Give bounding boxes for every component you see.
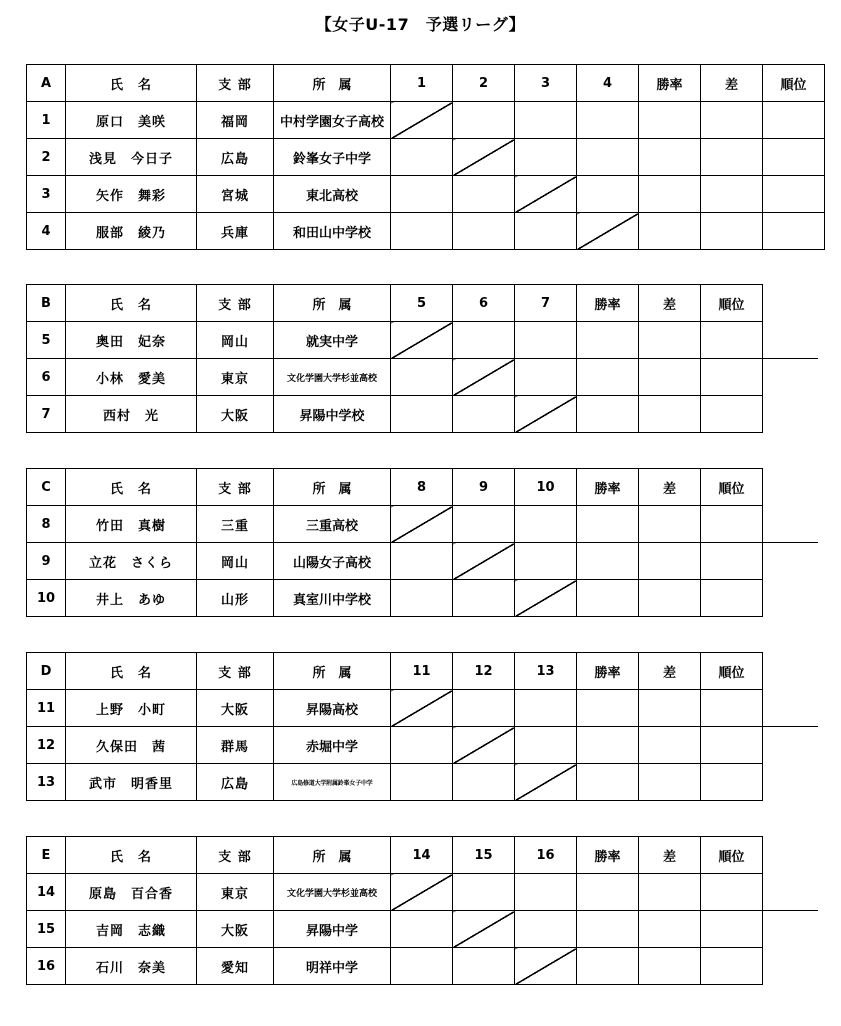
player-name: 上野 小町 xyxy=(66,690,197,727)
player-affiliation: 中村学園女子高校 xyxy=(274,102,391,139)
player-number: 13 xyxy=(27,764,66,801)
player-number: 11 xyxy=(27,690,66,727)
rank-cell[interactable] xyxy=(701,322,763,359)
player-branch: 東京 xyxy=(197,359,274,396)
branch-header: 支 部 xyxy=(197,837,274,874)
league-table-a xyxy=(26,64,825,250)
match-result-cell[interactable] xyxy=(391,176,453,213)
name-header: 氏 名 xyxy=(66,469,197,506)
name-header: 氏 名 xyxy=(66,653,197,690)
match-result-cell[interactable] xyxy=(453,580,515,617)
win-rate-cell[interactable] xyxy=(577,948,639,985)
match-result-cell[interactable] xyxy=(391,948,453,985)
table-edge-line xyxy=(755,726,818,727)
player-affiliation: 広島修道大学附属鈴峯女子中学 xyxy=(274,764,391,801)
diff-cell[interactable] xyxy=(639,396,701,433)
match-result-cell[interactable] xyxy=(453,948,515,985)
diff-cell[interactable] xyxy=(639,948,701,985)
match-result-cell[interactable] xyxy=(391,213,453,250)
affiliation-header: 所 属 xyxy=(274,469,391,506)
player-name: 浅見 今日子 xyxy=(66,139,197,176)
match-result-cell[interactable] xyxy=(577,176,639,213)
player-branch: 岡山 xyxy=(197,322,274,359)
win-rate-cell[interactable] xyxy=(639,102,701,139)
player-branch: 三重 xyxy=(197,506,274,543)
match-result-cell[interactable] xyxy=(453,322,515,359)
affiliation-header: 所 属 xyxy=(274,653,391,690)
diff-cell[interactable] xyxy=(639,690,701,727)
self-match-cell xyxy=(577,213,639,250)
self-match-cell xyxy=(515,580,577,617)
player-affiliation: 東北高校 xyxy=(274,176,391,213)
win-rate-cell[interactable] xyxy=(639,176,701,213)
player-branch: 愛知 xyxy=(197,948,274,985)
win-rate-header: 勝率 xyxy=(577,469,639,506)
rank-header: 順位 xyxy=(701,469,763,506)
player-branch: 広島 xyxy=(197,764,274,801)
player-affiliation: 和田山中学校 xyxy=(274,213,391,250)
player-branch: 大阪 xyxy=(197,690,274,727)
header-row xyxy=(27,285,763,322)
diff-cell[interactable] xyxy=(639,543,701,580)
match-col-header: 13 xyxy=(515,653,577,690)
player-branch: 大阪 xyxy=(197,396,274,433)
self-match-cell xyxy=(391,690,453,727)
win-rate-cell[interactable] xyxy=(577,764,639,801)
branch-header: 支 部 xyxy=(197,285,274,322)
match-result-cell[interactable] xyxy=(453,396,515,433)
match-col-header: 14 xyxy=(391,837,453,874)
player-branch: 群馬 xyxy=(197,727,274,764)
match-col-header: 5 xyxy=(391,285,453,322)
table-edge-line xyxy=(755,358,818,359)
diff-cell[interactable] xyxy=(639,580,701,617)
win-rate-cell[interactable] xyxy=(577,322,639,359)
rank-cell[interactable] xyxy=(701,580,763,617)
group-label: B xyxy=(27,285,66,322)
player-affiliation: 山陽女子高校 xyxy=(274,543,391,580)
player-branch: 宮城 xyxy=(197,176,274,213)
league-table-d xyxy=(26,652,763,801)
rank-cell[interactable] xyxy=(701,911,763,948)
win-rate-header: 勝率 xyxy=(577,285,639,322)
player-affiliation: 文化学園大学杉並高校 xyxy=(274,359,391,396)
table-row xyxy=(27,580,763,617)
player-branch: 兵庫 xyxy=(197,213,274,250)
match-result-cell[interactable] xyxy=(391,543,453,580)
self-match-cell xyxy=(515,176,577,213)
win-rate-cell[interactable] xyxy=(577,580,639,617)
rank-cell[interactable] xyxy=(763,139,825,176)
player-name: 服部 綾乃 xyxy=(66,213,197,250)
diff-header: 差 xyxy=(639,469,701,506)
rank-cell[interactable] xyxy=(701,543,763,580)
name-header: 氏 名 xyxy=(66,65,197,102)
self-match-cell xyxy=(391,874,453,911)
match-col-header: 8 xyxy=(391,469,453,506)
win-rate-cell[interactable] xyxy=(577,543,639,580)
player-branch: 大阪 xyxy=(197,911,274,948)
rank-header: 順位 xyxy=(701,285,763,322)
match-result-cell[interactable] xyxy=(515,139,577,176)
match-result-cell[interactable] xyxy=(515,322,577,359)
league-table-e xyxy=(26,836,763,985)
player-affiliation: 昇陽中学校 xyxy=(274,396,391,433)
match-col-header: 12 xyxy=(453,653,515,690)
match-col-header: 11 xyxy=(391,653,453,690)
diff-cell[interactable] xyxy=(701,139,763,176)
match-col-header: 6 xyxy=(453,285,515,322)
rank-cell[interactable] xyxy=(701,948,763,985)
match-result-cell[interactable] xyxy=(515,506,577,543)
match-result-cell[interactable] xyxy=(515,727,577,764)
match-col-header: 10 xyxy=(515,469,577,506)
table-row xyxy=(27,176,825,213)
player-affiliation: 明祥中学 xyxy=(274,948,391,985)
player-number: 4 xyxy=(27,213,66,250)
player-name: 西村 光 xyxy=(66,396,197,433)
player-number: 16 xyxy=(27,948,66,985)
affiliation-header: 所 属 xyxy=(274,65,391,102)
rank-cell[interactable] xyxy=(701,874,763,911)
group-label: D xyxy=(27,653,66,690)
table-row xyxy=(27,911,763,948)
player-affiliation: 昇陽中学 xyxy=(274,911,391,948)
diff-cell[interactable] xyxy=(639,764,701,801)
player-number: 9 xyxy=(27,543,66,580)
match-col-header: 4 xyxy=(577,65,639,102)
player-branch: 福岡 xyxy=(197,102,274,139)
match-result-cell[interactable] xyxy=(453,764,515,801)
rank-cell[interactable] xyxy=(763,176,825,213)
win-rate-cell[interactable] xyxy=(577,727,639,764)
table-row xyxy=(27,727,763,764)
diff-cell[interactable] xyxy=(701,102,763,139)
player-branch: 東京 xyxy=(197,874,274,911)
diff-header: 差 xyxy=(639,285,701,322)
diff-header: 差 xyxy=(639,837,701,874)
match-result-cell[interactable] xyxy=(391,139,453,176)
branch-header: 支 部 xyxy=(197,653,274,690)
table-row xyxy=(27,102,825,139)
player-name: 原島 百合香 xyxy=(66,874,197,911)
player-name: 奥田 妃奈 xyxy=(66,322,197,359)
league-table-c xyxy=(26,468,763,617)
rank-header: 順位 xyxy=(763,65,825,102)
table-row xyxy=(27,764,763,801)
player-name: 石川 奈美 xyxy=(66,948,197,985)
win-rate-cell[interactable] xyxy=(577,690,639,727)
player-branch: 山形 xyxy=(197,580,274,617)
match-col-header: 16 xyxy=(515,837,577,874)
match-result-cell[interactable] xyxy=(577,139,639,176)
match-result-cell[interactable] xyxy=(515,874,577,911)
table-row xyxy=(27,690,763,727)
player-name: 井上 あゆ xyxy=(66,580,197,617)
diff-cell[interactable] xyxy=(639,322,701,359)
match-result-cell[interactable] xyxy=(453,176,515,213)
self-match-cell xyxy=(391,322,453,359)
win-rate-cell[interactable] xyxy=(577,506,639,543)
win-rate-header: 勝率 xyxy=(639,65,701,102)
player-affiliation: 昇陽高校 xyxy=(274,690,391,727)
affiliation-header: 所 属 xyxy=(274,285,391,322)
player-number: 3 xyxy=(27,176,66,213)
table-row xyxy=(27,139,825,176)
match-result-cell[interactable] xyxy=(577,102,639,139)
self-match-cell xyxy=(453,727,515,764)
player-branch: 岡山 xyxy=(197,543,274,580)
match-result-cell[interactable] xyxy=(515,102,577,139)
player-number: 6 xyxy=(27,359,66,396)
player-number: 8 xyxy=(27,506,66,543)
win-rate-header: 勝率 xyxy=(577,837,639,874)
diff-cell[interactable] xyxy=(639,874,701,911)
player-name: 矢作 舞彩 xyxy=(66,176,197,213)
table-row xyxy=(27,396,763,433)
win-rate-cell[interactable] xyxy=(577,874,639,911)
header-row xyxy=(27,65,825,102)
player-name: 竹田 真樹 xyxy=(66,506,197,543)
page-title: 【女子U-17 予選リーグ】 xyxy=(315,15,526,34)
player-affiliation: 鈴峯女子中学 xyxy=(274,139,391,176)
match-result-cell[interactable] xyxy=(515,911,577,948)
match-result-cell[interactable] xyxy=(453,874,515,911)
win-rate-cell[interactable] xyxy=(577,396,639,433)
rank-cell[interactable] xyxy=(701,359,763,396)
group-label: C xyxy=(27,469,66,506)
table-edge-line xyxy=(755,910,818,911)
table-row xyxy=(27,543,763,580)
diff-header: 差 xyxy=(639,653,701,690)
win-rate-cell[interactable] xyxy=(639,139,701,176)
player-name: 武市 明香里 xyxy=(66,764,197,801)
match-result-cell[interactable] xyxy=(515,213,577,250)
match-result-cell[interactable] xyxy=(391,764,453,801)
self-match-cell xyxy=(515,396,577,433)
self-match-cell xyxy=(515,764,577,801)
player-name: 立花 さくら xyxy=(66,543,197,580)
name-header: 氏 名 xyxy=(66,285,197,322)
match-col-header: 15 xyxy=(453,837,515,874)
name-header: 氏 名 xyxy=(66,837,197,874)
match-result-cell[interactable] xyxy=(453,102,515,139)
match-result-cell[interactable] xyxy=(515,543,577,580)
diff-cell[interactable] xyxy=(639,506,701,543)
player-number: 12 xyxy=(27,727,66,764)
header-row xyxy=(27,837,763,874)
table-row xyxy=(27,322,763,359)
match-result-cell[interactable] xyxy=(391,727,453,764)
match-result-cell[interactable] xyxy=(391,359,453,396)
rank-header: 順位 xyxy=(701,653,763,690)
win-rate-cell[interactable] xyxy=(577,359,639,396)
rank-cell[interactable] xyxy=(701,690,763,727)
diff-header: 差 xyxy=(701,65,763,102)
diff-cell[interactable] xyxy=(639,727,701,764)
player-number: 5 xyxy=(27,322,66,359)
match-col-header: 1 xyxy=(391,65,453,102)
player-number: 1 xyxy=(27,102,66,139)
diff-cell[interactable] xyxy=(701,176,763,213)
self-match-cell xyxy=(453,359,515,396)
player-number: 10 xyxy=(27,580,66,617)
match-result-cell[interactable] xyxy=(515,359,577,396)
player-branch: 広島 xyxy=(197,139,274,176)
table-row xyxy=(27,359,763,396)
rank-cell[interactable] xyxy=(701,396,763,433)
player-number: 7 xyxy=(27,396,66,433)
diff-cell[interactable] xyxy=(701,213,763,250)
self-match-cell xyxy=(515,948,577,985)
player-affiliation: 真室川中学校 xyxy=(274,580,391,617)
self-match-cell xyxy=(391,506,453,543)
self-match-cell xyxy=(453,543,515,580)
diff-cell[interactable] xyxy=(639,911,701,948)
player-affiliation: 三重高校 xyxy=(274,506,391,543)
win-rate-cell[interactable] xyxy=(639,213,701,250)
league-table-b xyxy=(26,284,763,433)
rank-cell[interactable] xyxy=(763,213,825,250)
branch-header: 支 部 xyxy=(197,65,274,102)
self-match-cell xyxy=(391,102,453,139)
player-name: 原口 美咲 xyxy=(66,102,197,139)
rank-header: 順位 xyxy=(701,837,763,874)
table-row xyxy=(27,874,763,911)
player-number: 14 xyxy=(27,874,66,911)
table-row xyxy=(27,213,825,250)
player-name: 吉岡 志織 xyxy=(66,911,197,948)
rank-cell[interactable] xyxy=(763,102,825,139)
player-name: 小林 愛美 xyxy=(66,359,197,396)
match-result-cell[interactable] xyxy=(391,396,453,433)
table-row xyxy=(27,506,763,543)
player-number: 2 xyxy=(27,139,66,176)
match-col-header: 3 xyxy=(515,65,577,102)
match-result-cell[interactable] xyxy=(391,580,453,617)
match-result-cell[interactable] xyxy=(453,506,515,543)
diff-cell[interactable] xyxy=(639,359,701,396)
win-rate-cell[interactable] xyxy=(577,911,639,948)
match-col-header: 2 xyxy=(453,65,515,102)
match-result-cell[interactable] xyxy=(391,911,453,948)
branch-header: 支 部 xyxy=(197,469,274,506)
rank-cell[interactable] xyxy=(701,506,763,543)
self-match-cell xyxy=(453,911,515,948)
player-affiliation: 赤堀中学 xyxy=(274,727,391,764)
match-col-header: 7 xyxy=(515,285,577,322)
header-row xyxy=(27,469,763,506)
match-result-cell[interactable] xyxy=(453,690,515,727)
header-row xyxy=(27,653,763,690)
rank-cell[interactable] xyxy=(701,764,763,801)
self-match-cell xyxy=(453,139,515,176)
table-edge-line xyxy=(755,542,818,543)
match-result-cell[interactable] xyxy=(453,213,515,250)
win-rate-header: 勝率 xyxy=(577,653,639,690)
affiliation-header: 所 属 xyxy=(274,837,391,874)
match-col-header: 9 xyxy=(453,469,515,506)
player-number: 15 xyxy=(27,911,66,948)
match-result-cell[interactable] xyxy=(515,690,577,727)
group-label: A xyxy=(27,65,66,102)
table-row xyxy=(27,948,763,985)
player-affiliation: 就実中学 xyxy=(274,322,391,359)
group-label: E xyxy=(27,837,66,874)
rank-cell[interactable] xyxy=(701,727,763,764)
player-name: 久保田 茜 xyxy=(66,727,197,764)
player-affiliation: 文化学園大学杉並高校 xyxy=(274,874,391,911)
